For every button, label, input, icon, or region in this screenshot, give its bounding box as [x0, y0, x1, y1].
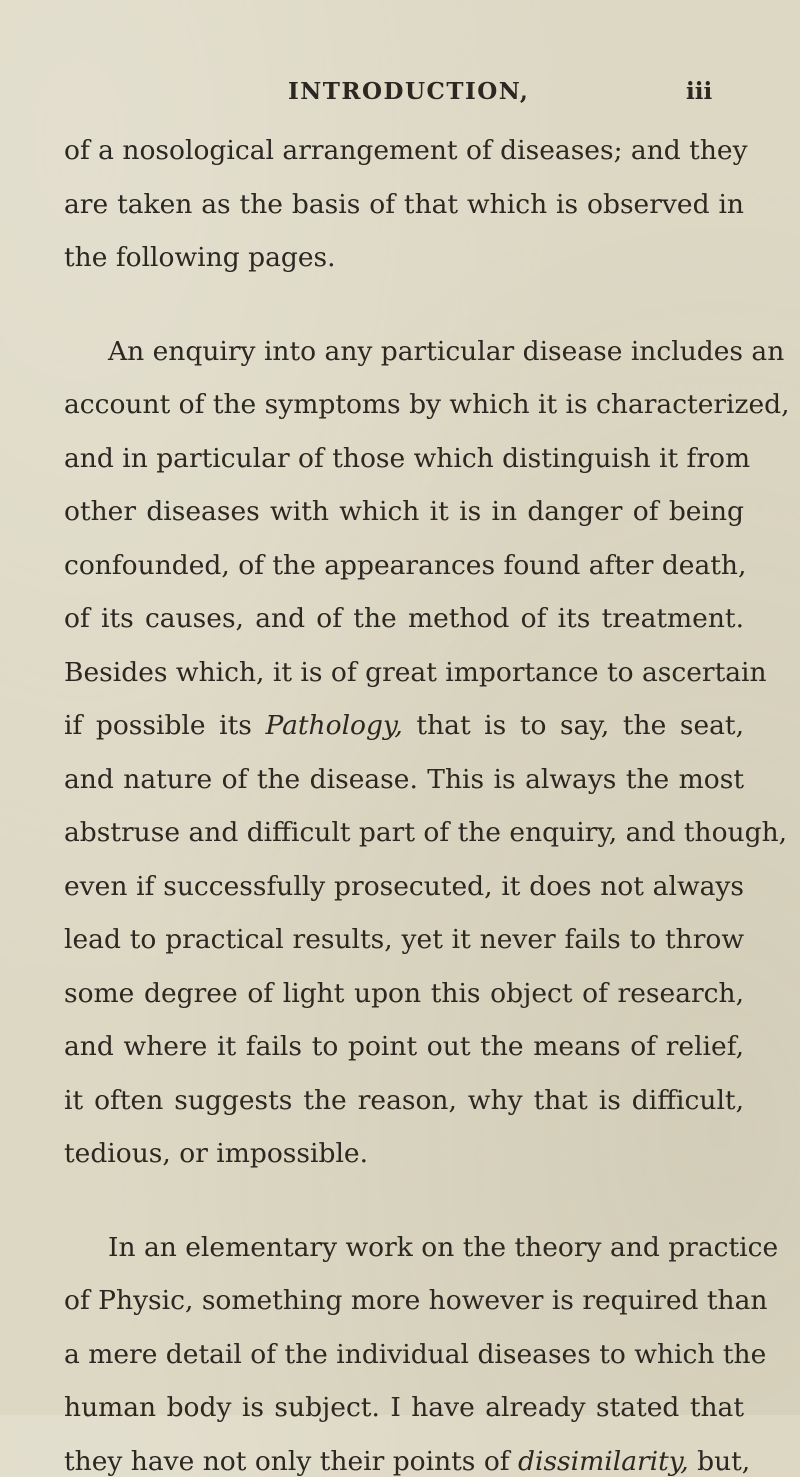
text-line: tedious, or impossible.	[64, 1138, 369, 1169]
text-line: and in particular of those which distinguish it from	[64, 443, 751, 474]
text-line: account of the symptoms by which it is characterized,	[64, 389, 790, 420]
text-line: lead to practical results, yet it never fails to throw	[64, 924, 744, 955]
text-line: a mere detail of the individual diseases to which the	[64, 1339, 767, 1370]
text-line	[64, 710, 744, 741]
text-line: even if successfully prosecuted, it does not always	[64, 871, 744, 902]
text-line: the following pages.	[64, 242, 336, 273]
text-line	[64, 1446, 751, 1477]
text-line: of its causes, and of the method of its treatment.	[64, 603, 744, 634]
text-line: An enquiry into any particular disease includes an	[108, 336, 785, 367]
page-header	[0, 78, 800, 118]
text-line: abstruse and difficult part of the enquiry, and though,	[64, 817, 788, 848]
text-line: Besides which, it is of great importance to ascertain	[64, 657, 767, 688]
text-line: of Physic, something more however is required than	[64, 1285, 768, 1316]
text-line: human body is subject. I have already stated that	[64, 1392, 744, 1423]
italic-term: dissimilarity,	[518, 1446, 689, 1477]
text-line: other diseases with which it is in danger of being	[64, 496, 744, 527]
page-number: iii	[686, 78, 713, 105]
text-line: of a nosological arrangement of diseases; and they	[64, 135, 748, 166]
italic-term: Pathology,	[265, 710, 403, 741]
running-head: INTRODUCTION,	[288, 78, 530, 105]
text-line: are taken as the basis of that which is observed in	[64, 189, 744, 220]
text-line: confounded, of the appearances found after death,	[64, 550, 747, 581]
text-line: and where it fails to point out the means of relief,	[64, 1031, 744, 1062]
text-line: some degree of light upon this object of research,	[64, 978, 744, 1009]
text-line: and nature of the disease. This is always the most	[64, 764, 744, 795]
text-line: it often suggests the reason, why that is difficult,	[64, 1085, 744, 1116]
text-segment: if possible its	[64, 710, 266, 741]
text-segment: they have not only their points of	[64, 1446, 519, 1477]
text-segment: but,	[688, 1446, 751, 1477]
text-line: In an elementary work on the theory and practice	[108, 1232, 779, 1263]
text-segment: that is to say, the seat,	[402, 710, 744, 741]
